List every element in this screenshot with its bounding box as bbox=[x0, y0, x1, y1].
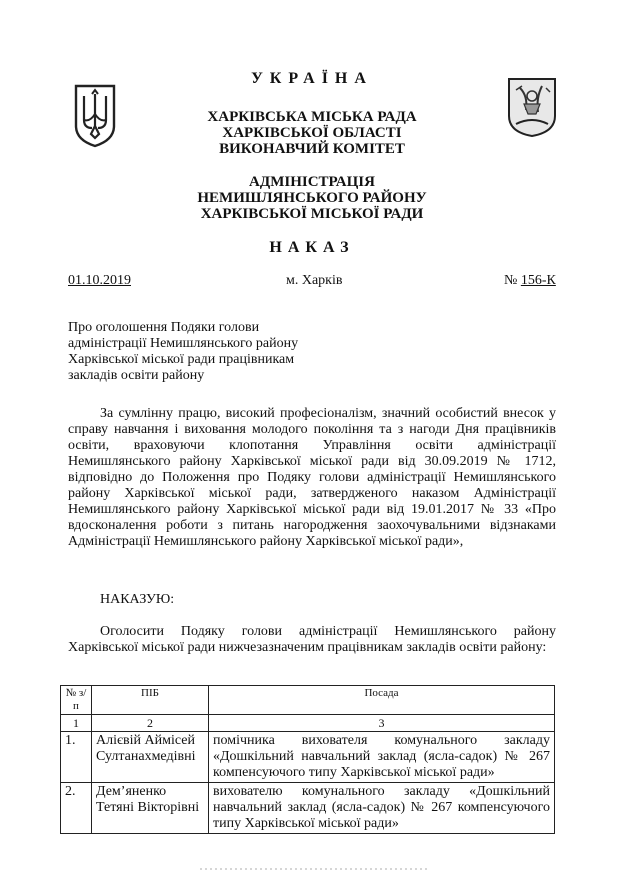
council-line: ХАРКІВСЬКА МІСЬКА РАДА bbox=[207, 109, 417, 125]
subject-line: Про оголошення Подяки голови bbox=[68, 320, 260, 335]
row-position: помічника вихователя комунального закладу «Дошкільний навчальний заклад (ясла-садок) № 267 компенсуючого типу Харківської міської ради» bbox=[209, 732, 555, 783]
index-cell: 2 bbox=[92, 715, 209, 732]
trident-coat-of-arms-icon bbox=[72, 82, 118, 148]
document-type-title: НАКАЗ bbox=[269, 239, 355, 256]
table-row bbox=[61, 783, 555, 834]
order-word: НАКАЗУЮ: bbox=[100, 592, 175, 607]
subject-line: закладів освіти району bbox=[68, 368, 205, 383]
row-position: вихователю комунального закладу «Дошкільний навчальний заклад (ясла-садок) № 267 компенсуючого типу Харківської міської ради» bbox=[209, 783, 555, 834]
announce-text: Оголосити Подяку голови адміністрації Немишлянського району Харківської міської ради нижчезазначеним працівникам закладів освіти району: bbox=[68, 624, 556, 655]
index-cell: 3 bbox=[209, 715, 555, 732]
administration-title bbox=[130, 174, 494, 222]
staff-table bbox=[60, 685, 555, 834]
table-row bbox=[61, 732, 555, 783]
preamble bbox=[68, 406, 556, 550]
country-title: УКРАЇНА bbox=[251, 70, 373, 87]
header-position: Посада bbox=[209, 686, 555, 715]
row-num: 1. bbox=[61, 732, 92, 783]
kharkiv-coat-of-arms-icon bbox=[506, 76, 558, 138]
order-subject bbox=[68, 320, 368, 384]
admin-line: АДМІНІСТРАЦІЯ bbox=[249, 174, 375, 190]
table-header-row bbox=[61, 686, 555, 715]
order-date: 01.10.2019 bbox=[68, 273, 131, 288]
admin-line: НЕМИШЛЯНСЬКОГО РАЙОНУ bbox=[197, 190, 427, 206]
table-index-row bbox=[61, 715, 555, 732]
row-name: Дем’яненко Тетяні Вікторівні bbox=[92, 783, 209, 834]
index-cell: 1 bbox=[61, 715, 92, 732]
order-number-value: 156-К bbox=[520, 273, 556, 288]
header-name: ПІБ bbox=[92, 686, 209, 715]
row-name: Алієвій Аймісей Султанахмедівні bbox=[92, 732, 209, 783]
row-num: 2. bbox=[61, 783, 92, 834]
admin-line: ХАРКІВСЬКОЇ МІСЬКОЇ РАДИ bbox=[200, 206, 424, 222]
council-line: ХАРКІВСЬКОЇ ОБЛАСТІ bbox=[222, 125, 402, 141]
council-title bbox=[130, 109, 494, 157]
subject-line: Харківської міської ради працівникам bbox=[68, 352, 295, 367]
preamble-paragraph: За сумлінну працю, високий професіоналізм, значний особистий внесок у справу навчання і виховання молодого покоління та з нагоди Дня працівників освіти, враховуючи клопотання Управління освіти адміністрації Немишлянського району Харківської міської ради від 30.09.2019 № 1712, відповідно до Положення про Подяку голови адміністрації Немишлянського району Харківської міської ради, затвердженого наказом Адміністрації Немишлянського району Харківської міської ради від 19.01.2017 № 33 «Про вдосконалення роботи з питань нагородження заохочувальними відзнаками Адміністрації Немишлянського району Харківської міської ради», bbox=[68, 406, 556, 549]
order-number-prefix: № bbox=[504, 273, 521, 288]
announce-paragraph bbox=[68, 624, 556, 656]
scan-artifact bbox=[200, 868, 430, 870]
order-number bbox=[504, 273, 556, 289]
header-num: № з/п bbox=[61, 686, 92, 715]
council-line: ВИКОНАВЧИЙ КОМІТЕТ bbox=[219, 141, 405, 157]
order-city: м. Харків bbox=[286, 273, 343, 288]
subject-line: адміністрації Немишлянського району bbox=[68, 336, 299, 351]
